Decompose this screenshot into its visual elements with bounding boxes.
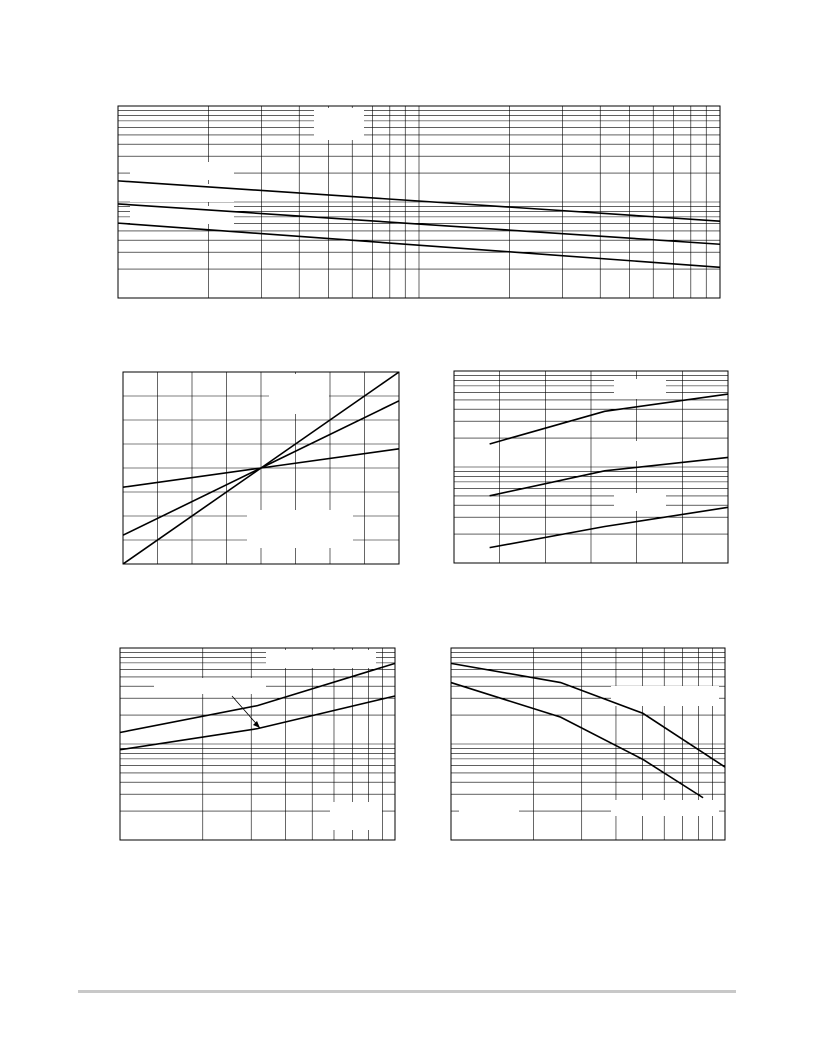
fig-bottom-left-leader-arrow <box>253 721 260 728</box>
chart-bottom-right <box>451 648 725 840</box>
fig-bottom-right-legend-box-0 <box>611 686 719 706</box>
fig-top-legend-box-1 <box>130 162 234 180</box>
fig-mid-left-legend-box-1 <box>247 510 353 548</box>
fig-bottom-left-legend-box-0 <box>266 650 376 668</box>
chart-mid-right <box>454 371 728 563</box>
fig-bottom-right-legend-box-1 <box>611 800 719 816</box>
fig-mid-right-series-2 <box>490 507 728 547</box>
chart-top <box>118 106 720 298</box>
fig-mid-left-legend-box-0 <box>269 374 329 414</box>
fig-bottom-left-legend-box-1 <box>154 678 266 694</box>
footer-rule <box>78 990 736 993</box>
fig-mid-right-legend-box-2 <box>614 493 666 511</box>
chart-mid-left <box>123 372 399 564</box>
chart-bottom-left <box>120 648 395 840</box>
fig-mid-right-series-0 <box>490 394 728 444</box>
fig-top-legend-box-0 <box>314 108 364 140</box>
fig-bottom-right-legend-box-2 <box>459 804 519 830</box>
fig-mid-right-legend-box-0 <box>614 379 666 399</box>
fig-bottom-left-legend-box-2 <box>330 802 382 830</box>
fig-top-legend-box-2 <box>130 184 234 202</box>
fig-mid-right-legend-box-1 <box>614 441 666 461</box>
